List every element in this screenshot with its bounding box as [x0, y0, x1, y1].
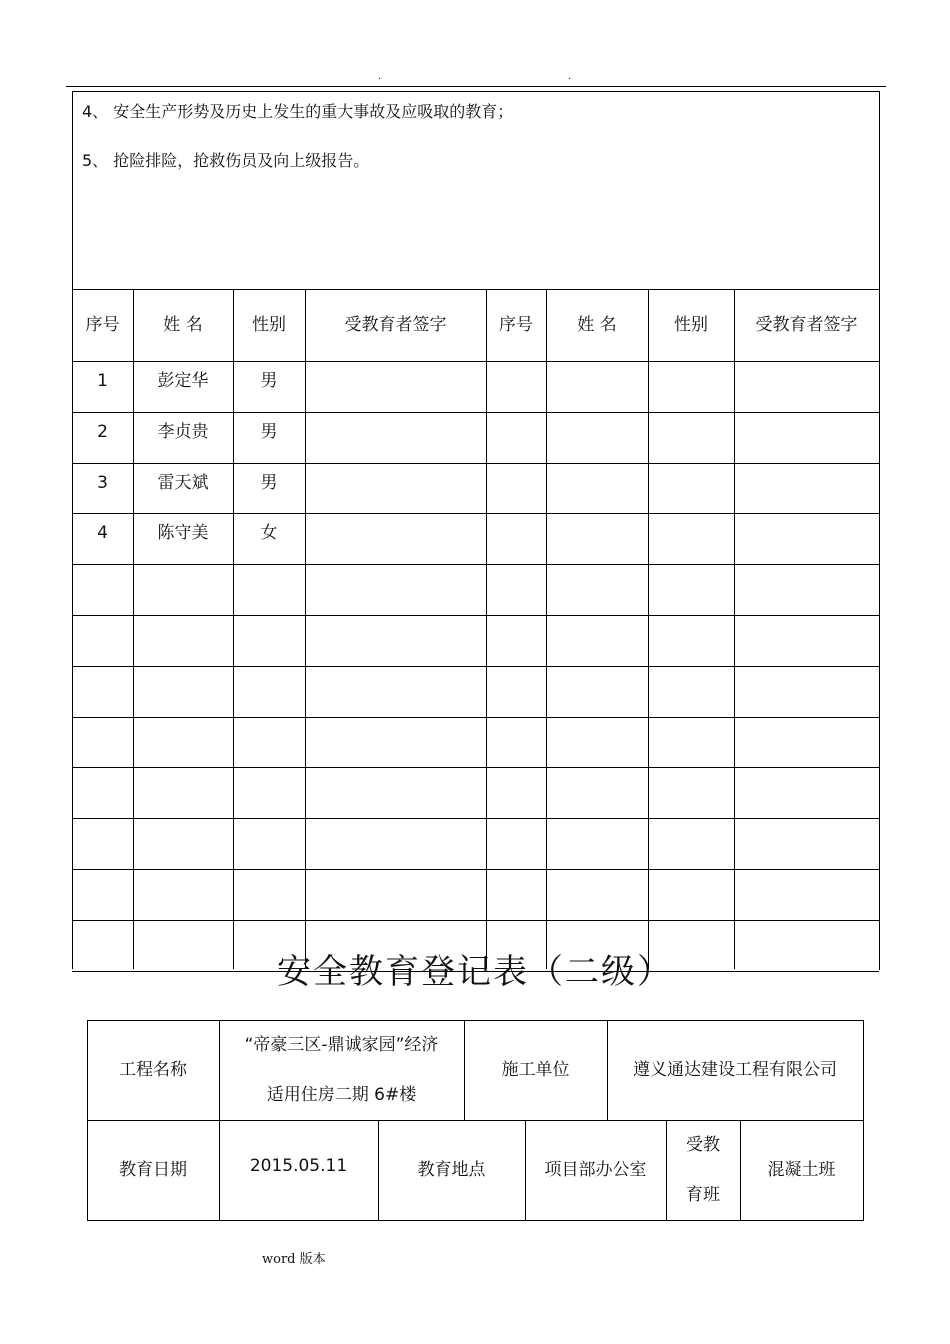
- table-border: [525, 1120, 526, 1220]
- education-place-label: 教育地点: [417, 1160, 486, 1180]
- table-border: [87, 1220, 864, 1221]
- table-cell: 4: [97, 522, 108, 543]
- column-header: 受教育者签字: [755, 315, 858, 335]
- table-cell: 1: [97, 370, 108, 391]
- table-border: [87, 1020, 863, 1021]
- header-dot: .: [378, 71, 382, 82]
- column-header: 性别: [674, 315, 708, 335]
- education-item-4: 4、 安全生产形势及历史上发生的重大事故及应吸取的教育；: [82, 102, 514, 121]
- column-header: 受教育者签字: [344, 315, 447, 335]
- header-dot: .: [568, 71, 572, 82]
- education-date-value: 2015.05.11: [249, 1156, 348, 1176]
- footer-text: word 版本: [262, 1252, 326, 1267]
- project-name-value: [219, 1020, 464, 1120]
- education-place-value: 项目部办公室: [544, 1160, 647, 1180]
- table-border: [666, 1120, 667, 1220]
- table-border: [863, 1020, 864, 1220]
- table-cell: 3: [97, 472, 108, 493]
- table-cell: 2: [97, 421, 108, 442]
- column-header: 姓 名: [577, 315, 617, 335]
- class-label: [666, 1120, 740, 1220]
- table-border: [740, 1120, 741, 1220]
- table-cell: 陈守美: [157, 522, 209, 543]
- column-header: 性别: [252, 315, 286, 335]
- table-border: [378, 1120, 379, 1220]
- table-cell: 女: [260, 522, 278, 543]
- class-label-line1: 受教: [686, 1135, 720, 1155]
- table-border: [464, 1020, 465, 1120]
- column-header: 序号: [85, 315, 120, 335]
- table-cell: 男: [260, 370, 278, 391]
- class-label-line2: 育班: [686, 1185, 720, 1205]
- class-value: 混凝土班: [767, 1160, 836, 1180]
- column-header: 姓 名: [163, 315, 203, 335]
- project-name-line2: 适用住房二期 6#楼: [266, 1085, 417, 1105]
- project-name-line1: “帝豪三区-鼎诚家园”经济: [244, 1035, 439, 1055]
- column-header: 序号: [499, 315, 533, 335]
- table-cell: 雷天斌: [157, 472, 209, 493]
- table-border: [219, 1020, 220, 1120]
- table-cell: 彭定华: [157, 370, 209, 391]
- table-border: [87, 1020, 88, 1220]
- contractor-value: 遵义通达建设工程有限公司: [633, 1060, 837, 1080]
- education-item-5: 5、 抢险排险，抢救伤员及向上级报告。: [82, 151, 370, 170]
- table-cell: 李贞贵: [157, 421, 209, 442]
- table-border: [87, 1120, 863, 1121]
- table-border: [607, 1020, 608, 1120]
- education-date-label: 教育日期: [119, 1160, 187, 1180]
- table-cell: 男: [260, 421, 278, 442]
- table-border: [219, 1120, 220, 1220]
- form-title: 安全教育登记表（二级）: [277, 952, 673, 992]
- project-name-label: 工程名称: [119, 1060, 187, 1080]
- contractor-label: 施工单位: [501, 1060, 570, 1080]
- table-cell: 男: [260, 472, 278, 493]
